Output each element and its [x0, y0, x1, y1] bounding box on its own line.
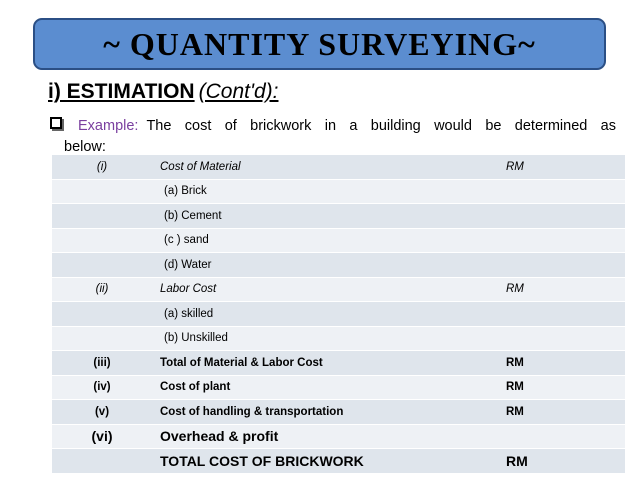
- row-description: Cost of handling & transportation: [152, 400, 490, 425]
- row-currency: RM: [490, 277, 625, 302]
- row-currency: [490, 424, 625, 449]
- row-description: Overhead & profit: [152, 424, 490, 449]
- row-currency: [490, 253, 625, 278]
- section-heading: [48, 80, 278, 104]
- row-number: (i): [52, 155, 152, 179]
- table-row: [52, 277, 625, 302]
- row-number: [52, 326, 152, 351]
- intro-sentence: The cost of brickwork in a building would be determined as: [146, 118, 616, 134]
- row-number: [52, 302, 152, 327]
- row-number: (iv): [52, 375, 152, 400]
- row-description: (a) Brick: [152, 179, 490, 204]
- row-currency: RM: [490, 351, 625, 376]
- row-currency: [490, 228, 625, 253]
- row-description: Cost of Material: [152, 155, 490, 179]
- row-currency: [490, 326, 625, 351]
- row-currency: RM: [490, 449, 625, 474]
- title-banner: [33, 18, 606, 70]
- intro-text: [78, 118, 616, 134]
- checkbox-bullet-icon: [50, 117, 62, 129]
- table-row: [52, 302, 625, 327]
- row-number: [52, 204, 152, 229]
- table-row: [52, 204, 625, 229]
- section-heading-main: i) ESTIMATION: [48, 80, 195, 103]
- row-number: [52, 449, 152, 474]
- row-description: Labor Cost: [152, 277, 490, 302]
- table-row: [52, 179, 625, 204]
- row-currency: RM: [490, 375, 625, 400]
- table-row: [52, 228, 625, 253]
- table-row: [52, 400, 625, 425]
- table-row: [52, 155, 625, 179]
- row-currency: RM: [490, 155, 625, 179]
- row-description: (c ) sand: [152, 228, 490, 253]
- example-label: Example:: [78, 118, 139, 134]
- row-number: (iii): [52, 351, 152, 376]
- table-row: [52, 424, 625, 449]
- row-currency: [490, 302, 625, 327]
- row-number: (vi): [52, 424, 152, 449]
- row-description: (d) Water: [152, 253, 490, 278]
- table-row: [52, 351, 625, 376]
- row-number: [52, 179, 152, 204]
- section-heading-cont: (Cont'd):: [198, 80, 279, 103]
- table-row: [52, 375, 625, 400]
- row-description: Total of Material & Labor Cost: [152, 351, 490, 376]
- row-description: Cost of plant: [152, 375, 490, 400]
- row-number: [52, 253, 152, 278]
- row-currency: RM: [490, 400, 625, 425]
- row-number: (ii): [52, 277, 152, 302]
- row-number: (v): [52, 400, 152, 425]
- row-description: (b) Cement: [152, 204, 490, 229]
- row-number: [52, 228, 152, 253]
- brickwork-cost-table: [52, 155, 625, 474]
- table-row: [52, 326, 625, 351]
- page-title: ~ QUANTITY SURVEYING~: [103, 25, 536, 62]
- table-row: [52, 449, 625, 474]
- row-description: (a) skilled: [152, 302, 490, 327]
- row-description: (b) Unskilled: [152, 326, 490, 351]
- row-currency: [490, 204, 625, 229]
- row-description: TOTAL COST OF BRICKWORK: [152, 449, 490, 474]
- row-currency: [490, 179, 625, 204]
- table-row: [52, 253, 625, 278]
- intro-sentence-cont: below:: [64, 139, 106, 155]
